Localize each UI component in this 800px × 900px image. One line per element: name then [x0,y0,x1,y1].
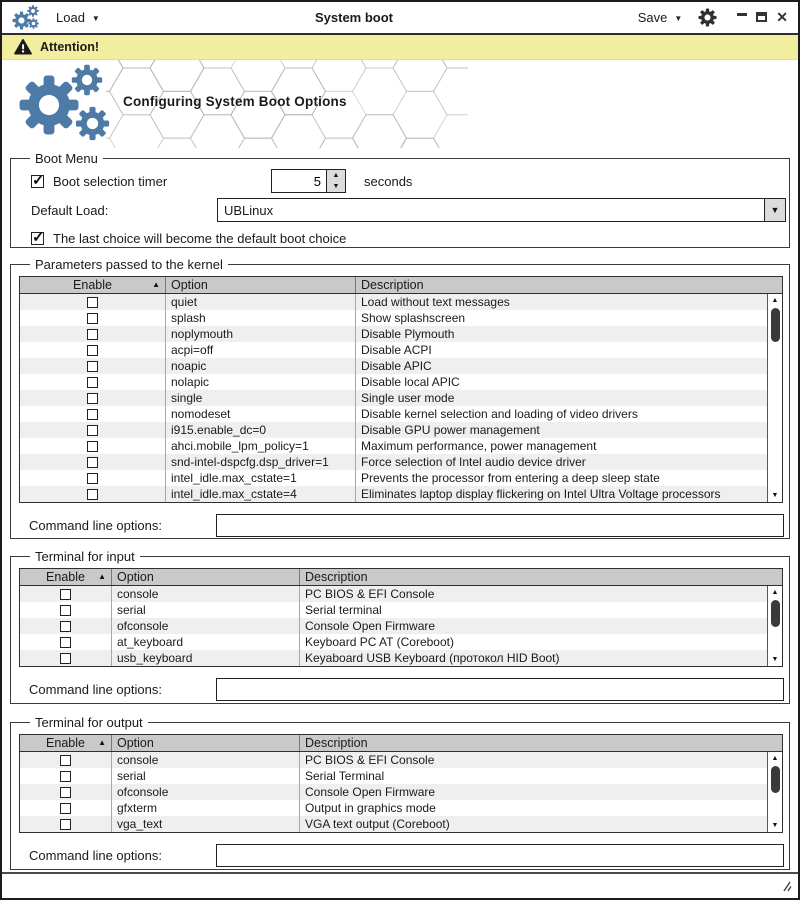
description-cell: Force selection of Intel audio device driver [361,455,586,469]
attention-banner [2,35,798,60]
sort-ascending-icon: ▲ [152,280,160,289]
enable-checkbox[interactable] [87,345,98,356]
scroll-up-button[interactable]: ▲ [771,755,779,762]
description-cell: Keyaboard USB Keyboard (протокол HID Boot) [305,651,560,665]
chevron-down-icon: ▼ [91,13,100,23]
option-cell: noplymouth [166,326,356,342]
enable-checkbox[interactable] [87,361,98,372]
description-cell: Disable ACPI [361,343,432,357]
cmdline-label: Command line options: [29,848,162,863]
dropdown-arrow-icon[interactable]: ▼ [764,199,785,221]
last-choice-label: The last choice will become the default boot choice [53,231,347,246]
column-header-description[interactable]: Description [305,736,368,750]
terminal-input-cmdline-input[interactable] [216,678,784,701]
enable-checkbox[interactable] [87,489,98,500]
option-cell: console [112,586,300,602]
description-cell: Disable APIC [361,359,432,373]
enable-cell [20,784,112,800]
table-row [20,454,782,470]
enable-cell [20,454,166,470]
description-cell: VGA text output (Coreboot) [305,817,450,831]
option-cell: noapic [166,358,356,374]
vertical-scrollbar[interactable] [767,294,782,502]
cmdline-label: Command line options: [29,518,162,533]
default-load-select[interactable] [217,198,786,222]
table-row [20,586,782,602]
scroll-up-button[interactable]: ▲ [771,297,779,304]
scroll-down-button[interactable]: ▼ [771,822,779,829]
table-row [20,752,782,768]
description-cell: Output in graphics mode [305,801,436,815]
enable-cell [20,800,112,816]
timer-spinbox [271,169,346,193]
enable-cell [20,618,112,634]
title-bar [2,2,798,35]
column-header-enable[interactable]: Enable ▲ [20,569,112,585]
kernel-cmdline-input[interactable] [216,514,784,537]
table-row [20,358,782,374]
scroll-thumb[interactable] [771,766,780,793]
enable-cell [20,342,166,358]
table-header [20,735,782,752]
terminal-output-legend: Terminal for output [35,715,143,730]
enable-checkbox[interactable] [87,393,98,404]
enable-cell [20,438,166,454]
boot-timer-checkbox[interactable] [31,171,45,189]
kernel-params-table [19,276,783,503]
default-load-value: UBLinux [224,202,274,218]
sort-ascending-icon: ▲ [98,738,106,747]
enable-cell [20,310,166,326]
enable-cell [20,422,166,438]
timer-seconds-input[interactable] [271,169,326,193]
enable-checkbox[interactable] [60,787,71,798]
default-load-label: Default Load: [31,202,109,218]
description-cell: Disable local APIC [361,375,460,389]
scroll-down-button[interactable]: ▼ [771,492,779,499]
table-header [20,277,782,294]
enable-checkbox[interactable] [60,589,71,600]
spin-down-button[interactable]: ▼ [332,183,340,190]
description-cell: Load without text messages [361,295,510,309]
terminal-input-legend: Terminal for input [35,549,135,564]
page-title: Configuring System Boot Options [123,94,347,109]
terminal-output-cmdline-input[interactable] [216,844,784,867]
table-row [20,618,782,634]
enable-cell [20,374,166,390]
enable-checkbox[interactable] [60,755,71,766]
checkmark-icon: ✓ [32,229,45,246]
option-cell: intel_idle.max_cstate=4 [166,486,356,502]
enable-checkbox[interactable] [60,819,71,830]
boot-menu-group [10,151,790,248]
table-row [20,438,782,454]
enable-checkbox[interactable] [60,653,71,664]
window-title: System boot [314,10,393,25]
description-cell: Maximum performance, power management [361,439,597,453]
table-row [20,294,782,310]
option-cell: vga_text [112,816,300,832]
save-menu-label: Save [637,10,668,25]
description-cell: Console Open Firmware [305,619,436,633]
enable-checkbox[interactable] [60,771,71,782]
option-cell: intel_idle.max_cstate=1 [166,470,356,486]
checkmark-icon: ✓ [32,171,45,189]
option-cell: serial [112,602,300,618]
description-cell: Keyboard PC AT (Coreboot) [305,635,454,649]
enable-checkbox[interactable] [87,313,98,324]
table-row [20,326,782,342]
option-cell: ahci.mobile_lpm_policy=1 [166,438,356,454]
enable-cell [20,294,166,310]
spin-up-button[interactable]: ▲ [332,172,340,179]
option-cell: console [112,752,300,768]
terminal-output-group [10,715,790,870]
table-row [20,422,782,438]
scroll-up-button[interactable]: ▲ [771,589,779,596]
enable-cell [20,602,112,618]
vertical-scrollbar[interactable] [767,752,782,832]
column-header-option[interactable]: Option [112,569,300,585]
column-header-option[interactable]: Option [112,735,300,751]
terminal-input-group [10,549,790,704]
enable-cell [20,816,112,832]
description-cell: PC BIOS & EFI Console [305,753,435,767]
warning-triangle-icon [14,39,32,55]
close-button[interactable]: ✕ [776,8,788,25]
table-row [20,602,782,618]
timer-unit-label: seconds [364,174,413,189]
boot-menu-legend: Boot Menu [35,151,98,166]
enable-checkbox[interactable] [87,377,98,388]
column-header-description[interactable]: Description [361,278,424,292]
option-cell: ofconsole [112,784,300,800]
column-header-enable[interactable]: Enable ▲ [20,735,112,751]
option-cell: nomodeset [166,406,356,422]
option-cell: snd-intel-dspcfg.dsp_driver=1 [166,454,356,470]
option-cell: usb_keyboard [112,650,300,666]
description-cell: Serial Terminal [305,769,385,783]
app-gears-icon [12,5,40,31]
chevron-down-icon: ▼ [674,13,683,23]
column-header-description[interactable]: Description [305,570,368,584]
description-cell: PC BIOS & EFI Console [305,587,435,601]
table-row [20,342,782,358]
option-cell: quiet [166,294,356,310]
resize-grip[interactable] [780,881,792,892]
header-banner [2,60,798,148]
option-cell: acpi=off [166,342,356,358]
column-header-enable[interactable]: Enable ▲ [20,277,166,293]
description-cell: Disable GPU power management [361,423,540,437]
enable-checkbox[interactable] [87,329,98,340]
enable-checkbox[interactable] [60,637,71,648]
maximize-button[interactable] [756,12,767,22]
kernel-params-group [10,257,790,539]
minimize-button[interactable] [737,13,747,16]
option-cell: single [166,390,356,406]
scroll-down-button[interactable]: ▼ [771,656,779,663]
enable-cell [20,406,166,422]
attention-label: Attention! [40,40,100,54]
table-row [20,310,782,326]
enable-cell [20,326,166,342]
enable-cell [20,752,112,768]
settings-gear-icon[interactable] [698,8,717,27]
scroll-thumb[interactable] [771,308,780,342]
sort-ascending-icon: ▲ [98,572,106,581]
option-cell: ofconsole [112,618,300,634]
option-cell: splash [166,310,356,326]
description-cell: Show splashscreen [361,311,466,325]
table-row [20,486,782,502]
enable-cell [20,470,166,486]
load-menu-label: Load [56,10,85,25]
table-row [20,800,782,816]
load-menu-button[interactable] [56,10,100,25]
option-cell: serial [112,768,300,784]
save-menu-button[interactable] [638,10,683,25]
table-row [20,406,782,422]
boot-timer-label: Boot selection timer [53,173,168,189]
enable-cell [20,634,112,650]
enable-checkbox[interactable] [87,409,98,420]
option-cell: nolapic [166,374,356,390]
enable-cell [20,586,112,602]
enable-cell [20,650,112,666]
table-row [20,816,782,832]
cmdline-label: Command line options: [29,682,162,697]
scroll-thumb[interactable] [771,600,780,627]
gears-icon [18,64,114,144]
option-cell: at_keyboard [112,634,300,650]
description-cell: Disable kernel selection and loading of video drivers [361,407,638,421]
table-row [20,470,782,486]
enable-cell [20,486,166,502]
description-cell: Prevents the processor from entering a deep sleep state [361,471,660,485]
table-row [20,650,782,666]
vertical-scrollbar[interactable] [767,586,782,666]
table-row [20,784,782,800]
terminal-output-table [19,734,783,833]
enable-checkbox[interactable] [87,425,98,436]
table-header [20,569,782,586]
enable-checkbox[interactable] [87,473,98,484]
enable-checkbox[interactable] [60,605,71,616]
description-cell: Serial terminal [305,603,382,617]
table-row [20,374,782,390]
status-bar [2,872,798,898]
terminal-input-table [19,568,783,667]
table-row [20,768,782,784]
enable-cell [20,358,166,374]
enable-checkbox[interactable] [60,803,71,814]
enable-checkbox[interactable] [87,441,98,452]
option-cell: i915.enable_dc=0 [166,422,356,438]
table-row [20,390,782,406]
kernel-params-legend: Parameters passed to the kernel [35,257,223,272]
enable-cell [20,390,166,406]
description-cell: Eliminates laptop display flickering on Intel Ultra Voltage processors [361,487,721,501]
description-cell: Single user mode [361,391,455,405]
enable-cell [20,768,112,784]
last-choice-checkbox[interactable] [31,229,45,246]
description-cell: Disable Plymouth [361,327,455,341]
column-header-option[interactable]: Option [166,277,356,293]
table-row [20,634,782,650]
enable-checkbox[interactable] [60,621,71,632]
description-cell: Console Open Firmware [305,785,436,799]
option-cell: gfxterm [112,800,300,816]
enable-checkbox[interactable] [87,457,98,468]
enable-checkbox[interactable] [87,297,98,308]
